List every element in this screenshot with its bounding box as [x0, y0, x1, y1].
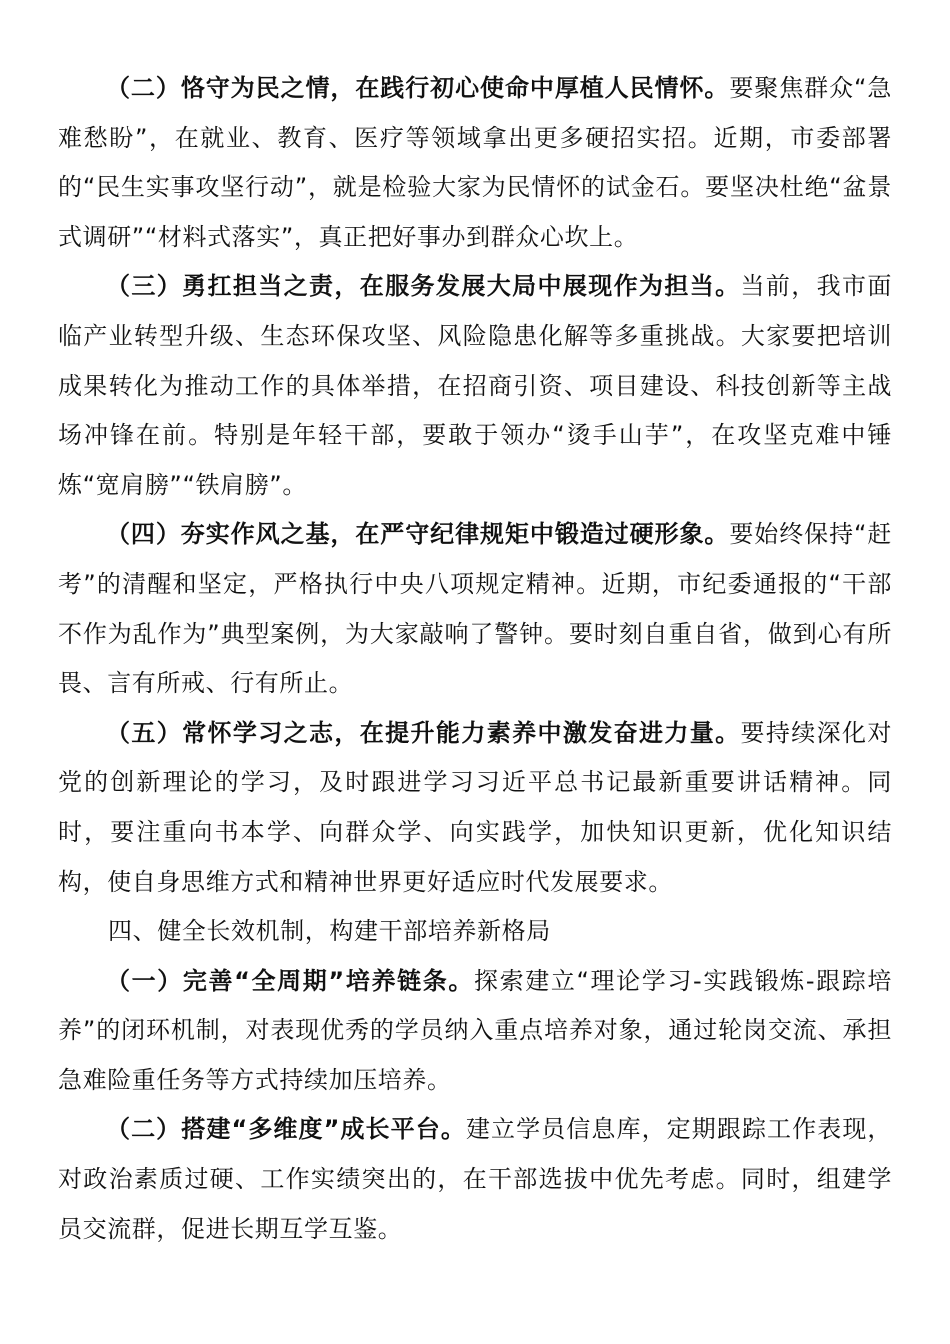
paragraph-body: 当前，我市面临产业转型升级、生态环保攻坚、风险隐患化解等多重挑战。大家要把培训成果转化为推动工作的具体举措，在招商引资、项目建设、科技创新等主战场冲锋在前。特别是年轻干部，要敢于领办“烫手山芋”，在攻坚克难中锤炼“宽肩膀”“铁肩膀”。: [58, 272, 892, 499]
paragraph-three-responsibility: [58, 262, 892, 510]
paragraph-body: 要聚焦群众“急难愁盼”，在就业、教育、医疗等领域拿出更多硬招实招。近期，市委部署的“民生实事攻坚行动”，就是检验大家为民情怀的试金石。要坚决杜绝“盆景式调研”“材料式落实”，真正把好事办到群众心坎上。: [58, 74, 892, 251]
paragraph-four-work-style: [58, 510, 892, 708]
section-heading-four: 四、健全长效机制，构建干部培养新格局: [108, 917, 551, 946]
paragraph-body: 要始终保持“赶考”的清醒和坚定，严格执行中央八项规定精神。近期，市纪委通报的“干部不作为乱作为”典型案例，为大家敲响了警钟。要时刻自重自省，做到心有所畏、言有所戒、行有所止。: [58, 520, 892, 698]
paragraph-body: 建立学员信息库，定期跟踪工作表现，对政治素质过硬、工作实绩突出的，在干部选拔中优先考虑。同时，组建学员交流群，促进长期互学互鉴。: [58, 1115, 893, 1243]
paragraph-lead: （一）完善“全周期”培养链条。: [106, 966, 474, 995]
paragraph-lead: （四）夯实作风之基，在严守纪律规矩中锻造过硬形象。: [106, 520, 730, 549]
paragraph-body: 要持续深化对党的创新理论的学习，及时跟进学习习近平总书记最新重要讲话精神。同时，要注重向书本学、向群众学、向实践学，加快知识更新，优化知识结构，使自身思维方式和精神世界更好适应时代发展要求。: [58, 718, 892, 896]
paragraph-lead: （三）勇扛担当之责，在服务发展大局中展现作为担当。: [106, 272, 741, 301]
paragraph-two-people-sentiment: [58, 64, 892, 262]
paragraph-lead: （五）常怀学习之志，在提升能力素养中激发奋进力量。: [106, 718, 741, 747]
paragraph-body: 探索建立“理论学习-实践锻炼-跟踪培养”的闭环机制，对表现优秀的学员纳入重点培养对象，通过轮岗交流、承担急难险重任务等方式持续加压培养。: [58, 966, 892, 1094]
paragraph-full-cycle-training: [58, 957, 892, 1106]
paragraph-lead: （二）搭建“多维度”成长平台。: [106, 1115, 466, 1144]
paragraph-five-learning: [58, 709, 892, 907]
paragraph-lead: （二）恪守为民之情，在践行初心使命中厚植人民情怀。: [106, 74, 730, 102]
paragraph-growth-platform: [58, 1105, 892, 1254]
